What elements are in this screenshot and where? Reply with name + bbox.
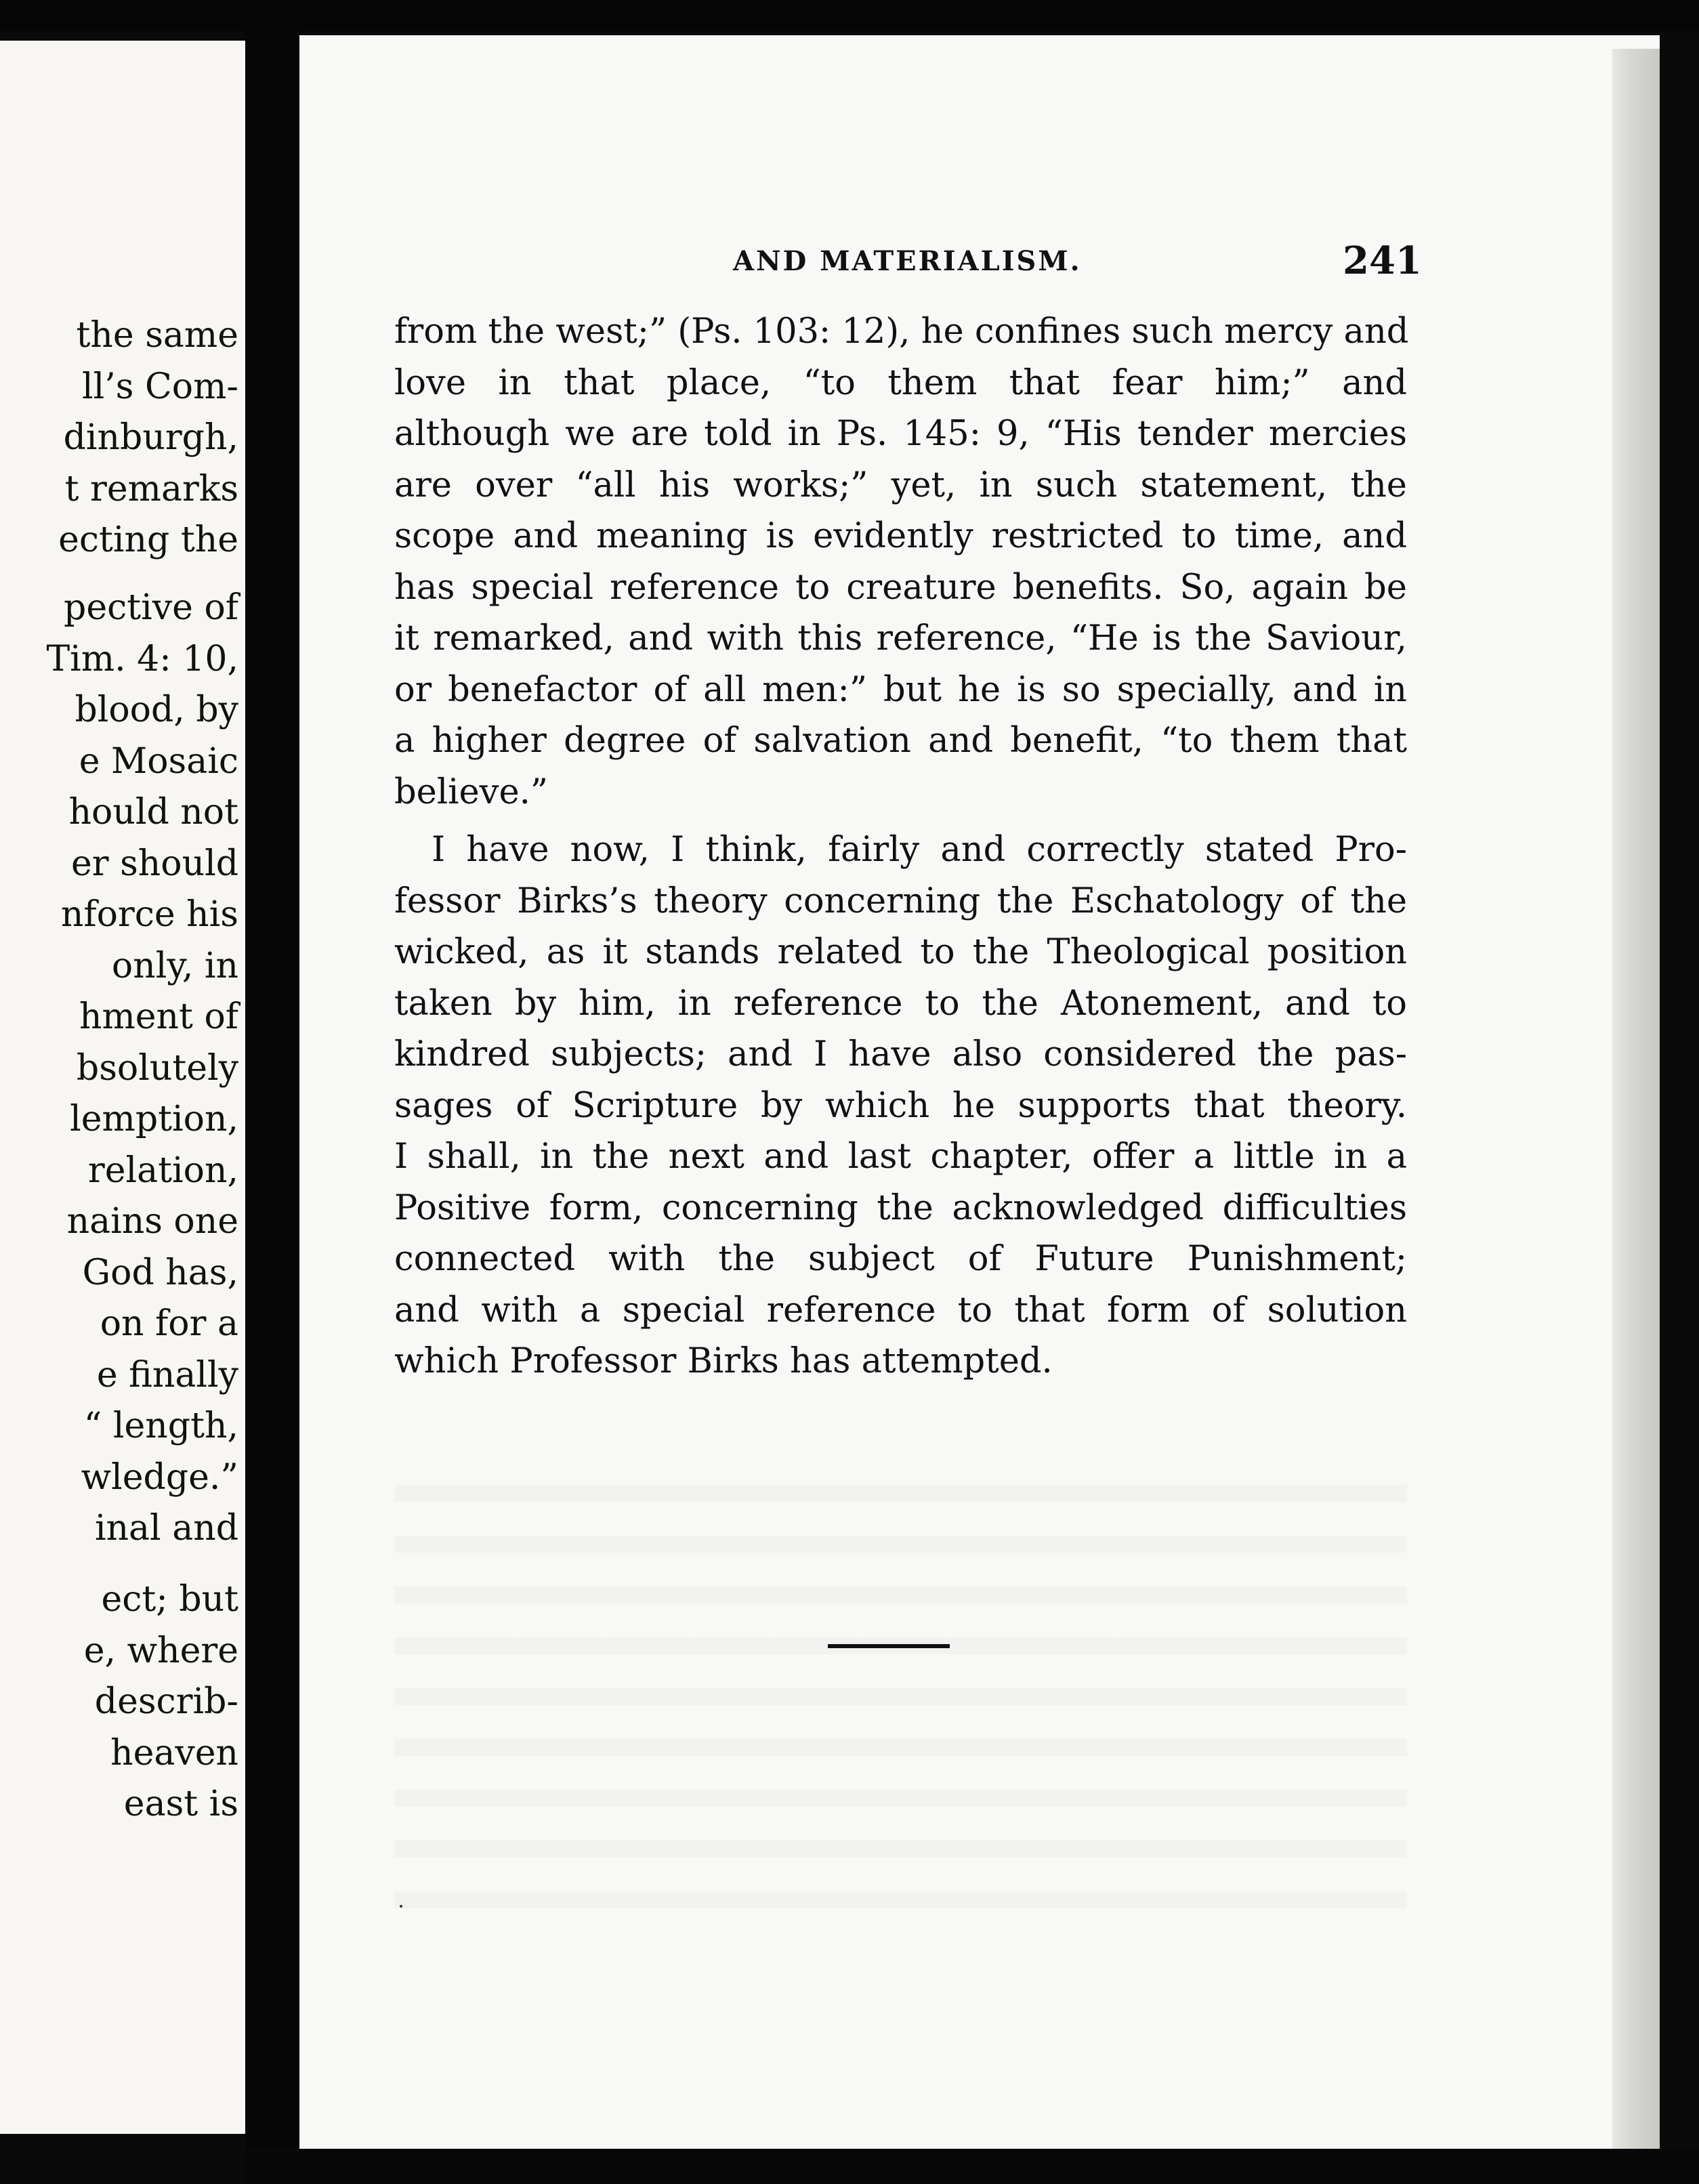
text-line: a higher degree of salvation and benefit, “to them that (394, 721, 1407, 761)
left-line: e, where (83, 1630, 238, 1671)
left-line: er should (70, 843, 238, 884)
text-line: sages of Scripture by which he supports that theory. (394, 1085, 1407, 1126)
left-line: inal and (94, 1508, 238, 1549)
left-page (0, 41, 245, 2134)
left-line: dinburgh, (63, 417, 238, 458)
left-line: wledge.” (81, 1456, 238, 1498)
text-line: Positive form, concerning the acknowledged difficulties (394, 1188, 1407, 1228)
text-line: from the west;” (Ps. 103: 12), he confines such mercy and (394, 312, 1409, 352)
paper-speck (400, 1905, 402, 1908)
text-line: are over “all his works;” yet, in such statement, the (394, 465, 1407, 505)
page-number: 241 (1343, 238, 1422, 283)
page-body (394, 306, 1407, 1387)
page-header (299, 232, 1422, 293)
page-edge-shadow (1612, 49, 1660, 2149)
right-page (299, 35, 1660, 2149)
section-end-rule (828, 1644, 950, 1648)
text-line: taken by him, in reference to the Atonement, and to (394, 983, 1407, 1024)
bottom-scan-border (245, 2149, 1699, 2184)
left-line: blood, by (75, 690, 238, 730)
text-line: kindred subjects; and I have also considered the pas- (394, 1034, 1407, 1074)
left-line: heaven (110, 1732, 238, 1773)
left-line: hment of (79, 996, 238, 1037)
text-line: it remarked, and with this reference, “He is the Saviour, (394, 618, 1407, 658)
left-line: ll’s Com- (82, 366, 238, 407)
text-line: I shall, in the next and last chapter, offer a little in a (394, 1137, 1407, 1177)
left-line: hould not (68, 792, 238, 833)
paragraph-1 (394, 306, 1407, 818)
left-line: God has, (82, 1252, 238, 1293)
text-line: I have now, I think, fairly and correctly stated Pro- (432, 830, 1407, 870)
text-line: believe.” (394, 772, 548, 812)
left-line: e finally (96, 1354, 238, 1395)
left-line: pective of (64, 587, 238, 628)
text-line: wicked, as it stands related to the Theological position (394, 932, 1407, 972)
left-line: relation, (87, 1150, 238, 1191)
left-line: east is (123, 1784, 238, 1824)
left-line: ecting the (58, 520, 238, 560)
book-gutter (245, 27, 299, 2184)
text-line: fessor Birks’s theory concerning the Eschatology of the (394, 881, 1407, 921)
left-line: ect; but (101, 1579, 238, 1620)
text-line: although we are told in Ps. 145: 9, “His tender mercies (394, 414, 1407, 454)
left-line: only, in (111, 945, 238, 986)
paragraph-2 (394, 824, 1407, 1387)
text-line: scope and meaning is evidently restricted to time, and (394, 516, 1407, 556)
left-line: on for a (100, 1303, 238, 1344)
left-line: “ length, (83, 1406, 238, 1446)
paragraph-spacer (394, 818, 1407, 824)
left-line: the same (76, 315, 238, 356)
left-line: e Mosaic (79, 740, 238, 782)
bleed-through-texture (394, 1451, 1407, 1925)
left-line: t remarks (64, 468, 238, 509)
left-line: lemption, (70, 1099, 238, 1139)
running-head: AND MATERIALISM. (733, 245, 1082, 277)
text-line: which Professor Birks has attempted. (394, 1341, 1053, 1381)
left-line: nforce his (60, 894, 238, 935)
left-page-text (46, 310, 238, 1830)
left-line: bsolutely (76, 1047, 238, 1089)
text-line: has special reference to creature benefits. So, again be (394, 567, 1407, 608)
left-line: nains one (66, 1201, 238, 1242)
text-line: or benefactor of all men:” but he is so specially, and in (394, 669, 1407, 710)
text-line: love in that place, “to them that fear him;” and (394, 362, 1407, 403)
text-line: and with a special reference to that form of solution (394, 1290, 1407, 1330)
left-line: describ- (94, 1681, 238, 1722)
text-line: connected with the subject of Future Punishment; (394, 1239, 1407, 1279)
left-line: Tim. 4: 10, (46, 638, 238, 679)
